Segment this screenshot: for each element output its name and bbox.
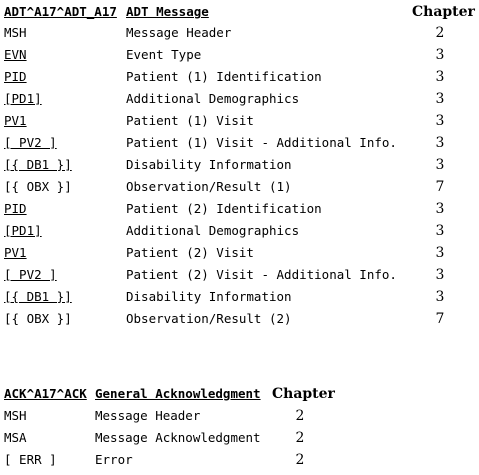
segment-link[interactable]: PID: [4, 69, 27, 84]
segment-link[interactable]: PV1: [4, 245, 27, 260]
segment-description: Patient (2) Identification: [126, 201, 322, 216]
table-row: [0, 22, 479, 44]
chapter-number: 3: [435, 201, 445, 217]
segment-description: Observation/Result (2): [126, 311, 292, 326]
segment-link[interactable]: PV1: [4, 113, 27, 128]
ack-chapter-header: Chapter: [272, 386, 335, 402]
chapter-number: 3: [435, 113, 445, 129]
table-row: [0, 66, 479, 88]
chapter-number: 3: [435, 223, 445, 239]
segment-description: Message Acknowledgment: [95, 430, 261, 445]
segment-link[interactable]: [{ DB1 }]: [4, 157, 72, 172]
adt-table-header: [0, 1, 479, 23]
segment-link[interactable]: PID: [4, 201, 27, 216]
segment-description: Message Header: [126, 25, 232, 40]
chapter-number: 2: [295, 430, 305, 446]
table-row: [0, 44, 479, 66]
table-row: [0, 449, 479, 471]
segment-code: MSH: [4, 25, 27, 40]
segment-link[interactable]: [{ DB1 }]: [4, 289, 72, 304]
table-row: [0, 132, 479, 154]
table-row: [0, 176, 479, 198]
segment-description: Patient (2) Visit - Additional Info.: [126, 267, 397, 282]
segment-description: Patient (1) Visit - Additional Info.: [126, 135, 397, 150]
chapter-number: 2: [295, 408, 305, 424]
segment-code: [{ OBX }]: [4, 311, 72, 326]
table-row: [0, 427, 479, 449]
segment-description: Observation/Result (1): [126, 179, 292, 194]
chapter-number: 3: [435, 245, 445, 261]
table-row: [0, 88, 479, 110]
chapter-number: 3: [435, 91, 445, 107]
chapter-number: 3: [435, 69, 445, 85]
segment-description: Patient (1) Identification: [126, 69, 322, 84]
segment-code: MSH: [4, 408, 27, 423]
segment-description: Error: [95, 452, 133, 467]
segment-description: Additional Demographics: [126, 223, 300, 238]
segment-code: [{ OBX }]: [4, 179, 72, 194]
chapter-number: 7: [435, 179, 445, 195]
chapter-number: 3: [435, 157, 445, 173]
chapter-number: 3: [435, 135, 445, 151]
segment-code: [ ERR ]: [4, 452, 57, 467]
table-row: [0, 220, 479, 242]
segment-code: MSA: [4, 430, 27, 445]
ack-table-header: [0, 383, 479, 405]
segment-link[interactable]: [ PV2 ]: [4, 135, 57, 150]
table-row: [0, 154, 479, 176]
table-row: [0, 198, 479, 220]
table-row: [0, 286, 479, 308]
segment-description: Additional Demographics: [126, 91, 300, 106]
segment-link[interactable]: EVN: [4, 47, 27, 62]
segment-description: Disability Information: [126, 289, 292, 304]
segment-description: Event Type: [126, 47, 202, 62]
ack-message-link[interactable]: General Acknowledgment: [95, 386, 261, 401]
adt-structure-link[interactable]: ADT^A17^ADT_A17: [4, 4, 117, 19]
table-row: [0, 110, 479, 132]
segment-link[interactable]: [PD1]: [4, 223, 42, 238]
chapter-number: 3: [435, 289, 445, 305]
chapter-number: 2: [295, 452, 305, 468]
chapter-number: 3: [435, 47, 445, 63]
table-row: [0, 264, 479, 286]
adt-message-link[interactable]: ADT Message: [126, 4, 209, 19]
adt-chapter-header: Chapter: [412, 4, 475, 20]
ack-structure-link[interactable]: ACK^A17^ACK: [4, 386, 87, 401]
segment-description: Disability Information: [126, 157, 292, 172]
segment-description: Patient (1) Visit: [126, 113, 254, 128]
table-row: [0, 405, 479, 427]
chapter-number: 3: [435, 267, 445, 283]
chapter-number: 7: [435, 311, 445, 327]
segment-description: Patient (2) Visit: [126, 245, 254, 260]
segment-description: Message Header: [95, 408, 201, 423]
chapter-number: 2: [435, 25, 445, 41]
table-row: [0, 308, 479, 330]
segment-link[interactable]: [PD1]: [4, 91, 42, 106]
segment-link[interactable]: [ PV2 ]: [4, 267, 57, 282]
table-row: [0, 242, 479, 264]
